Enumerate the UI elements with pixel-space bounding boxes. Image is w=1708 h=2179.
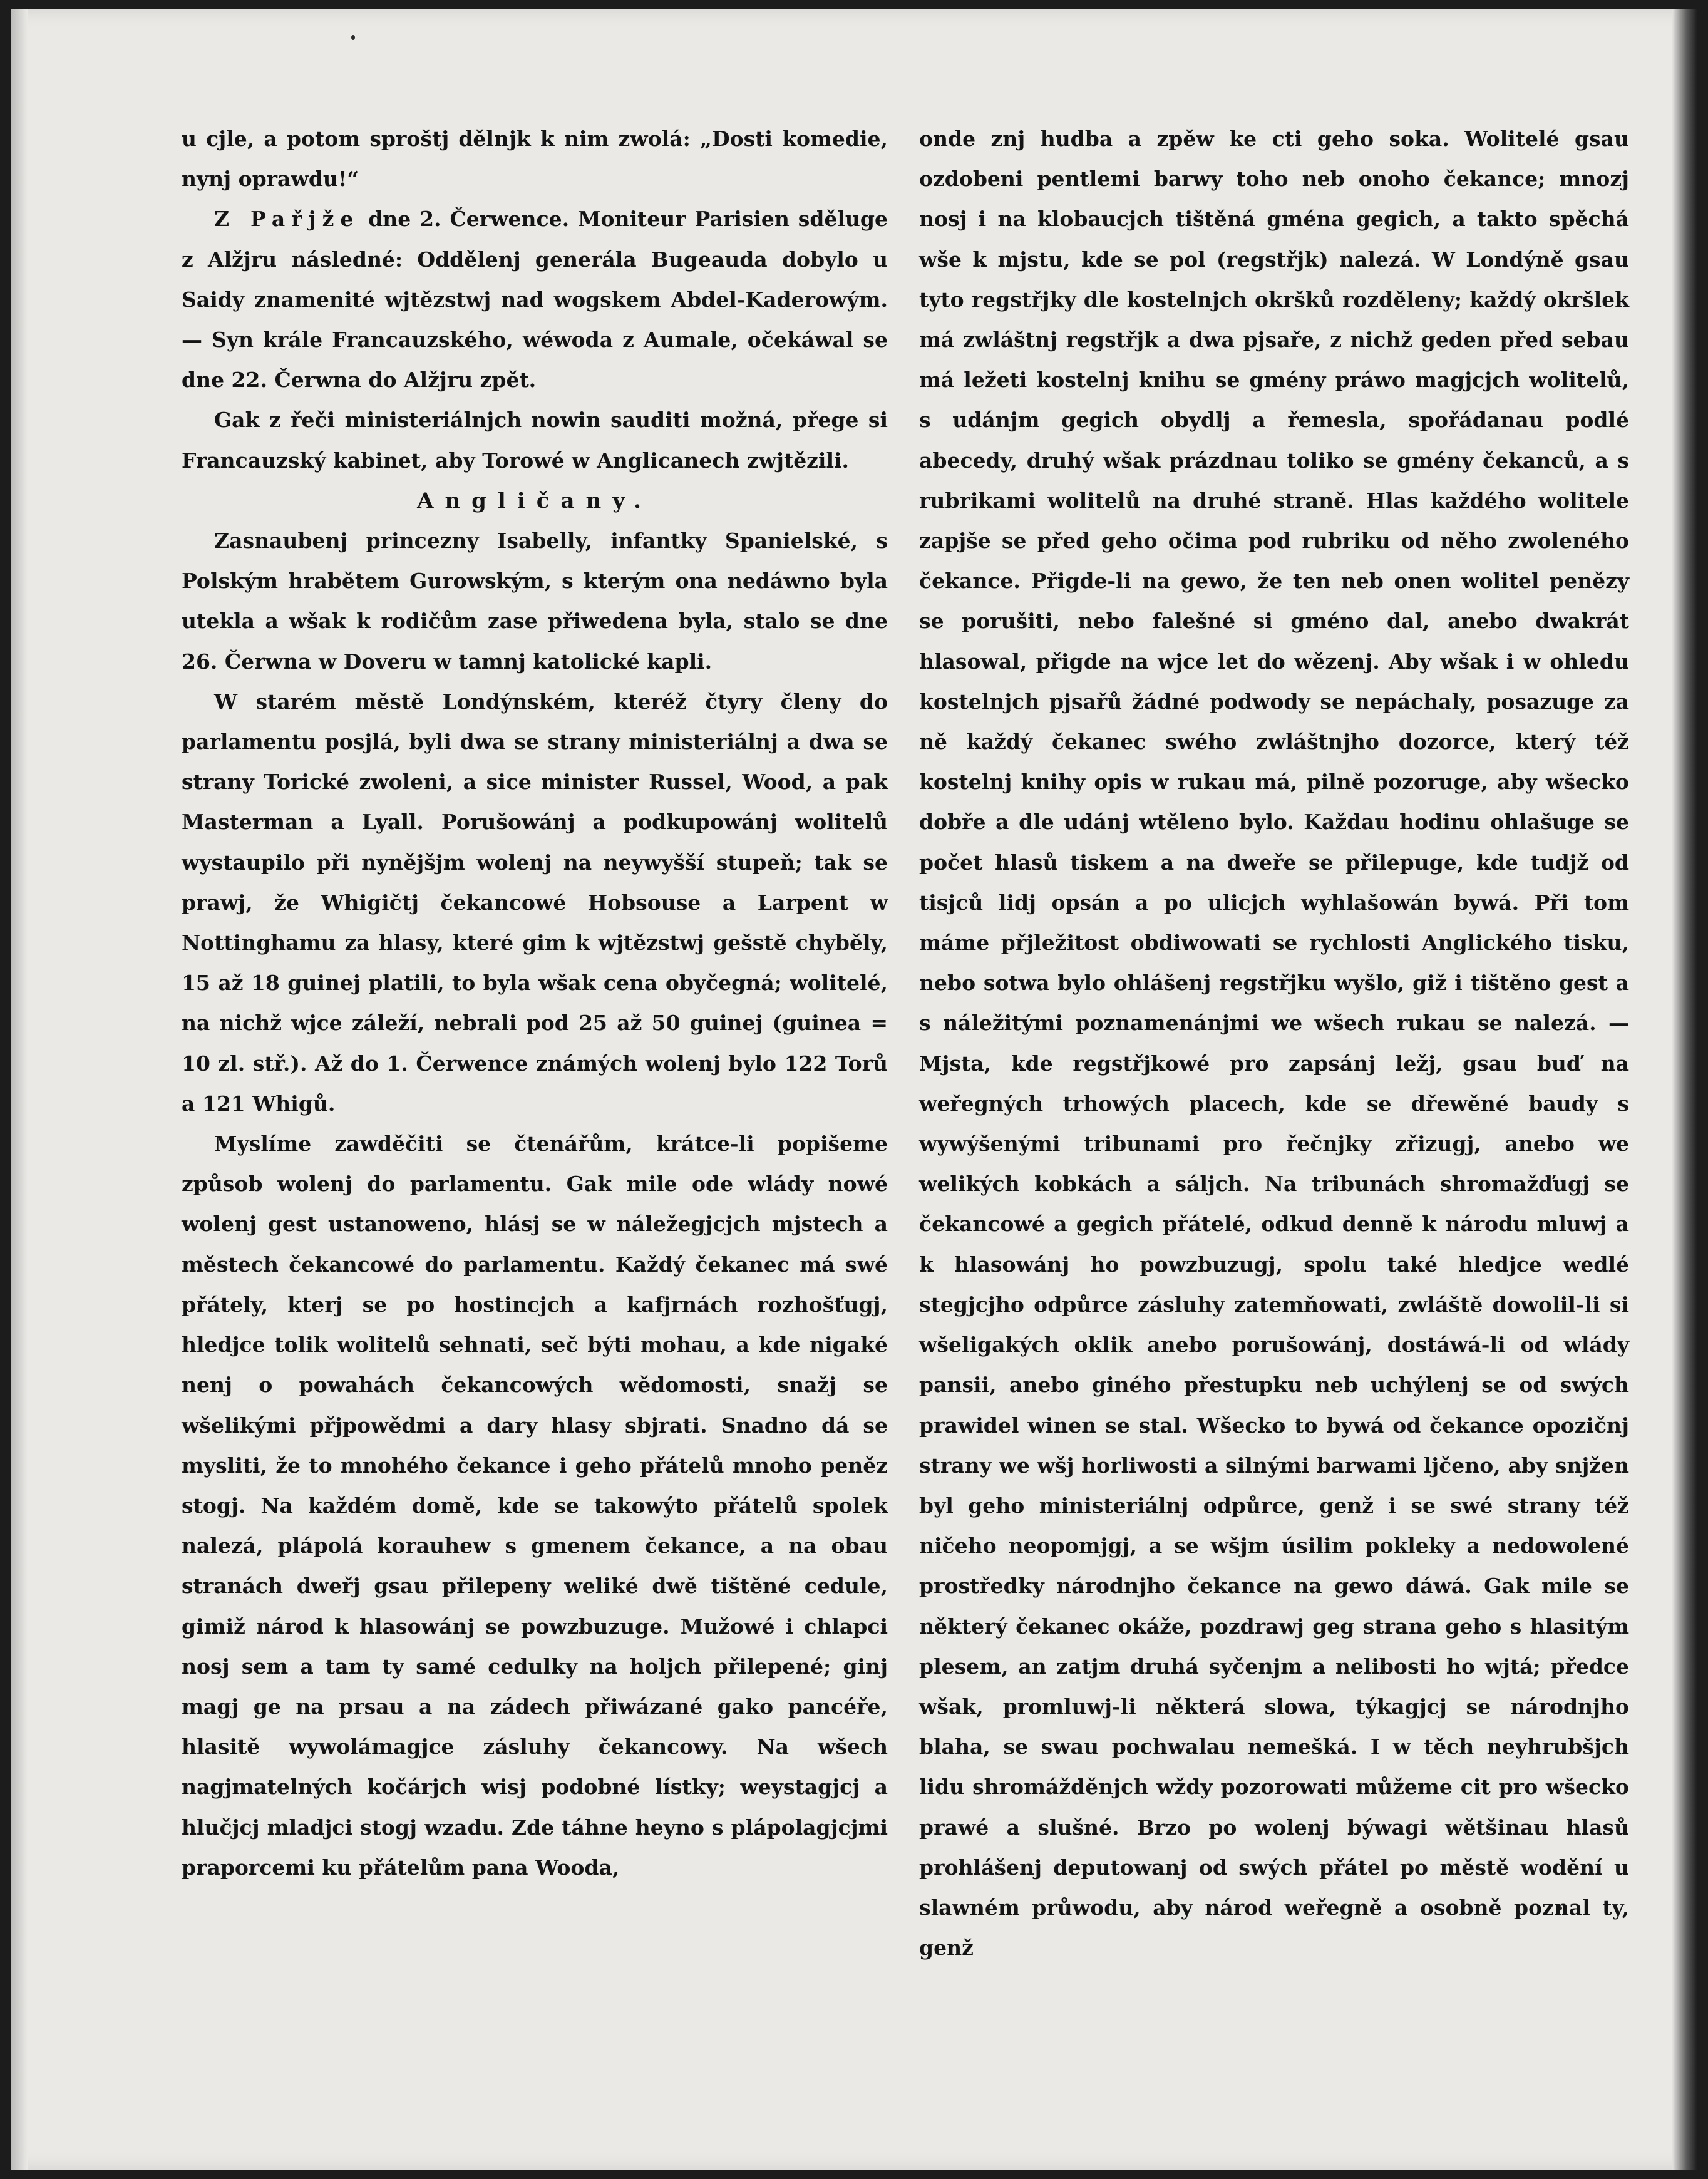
paragraph-london-election: W starém městě Londýnském, kteréž čtyry členy do parlamentu posjlá, byli dwa se strany ministeriálnj a dwa se strany Torické zwoleni, a sice minister Russel, Wood, a pak Masterman a Lyall. Porušowánj a podkupowánj wolitelů wystaupilo při nynějšjm wolenj na neywyšší stupeň; tak se prawj, že Whigičtj čekancowé Hobsouse a Larpent w Nottinghamu za hlasy, které gim k wjtězstwj gešstě chyběly, 15 až 18 guinej platili, to byla wšak cena obyčegná; wolitelé, na nichž wjce záleží, nebrali pod 25 až 50 guinej (guinea = 10 zl. stř.). Až do 1. Čerwence známých wolenj bylo 122 Torů a 121 Whigů. <box>182 689 888 1116</box>
paragraph-election-process: Myslíme zawděčiti se čtenářům, krátce-li popišeme způsob wolenj do parlamentu. Gak mile ode wlády nowé wolenj gest ustanoweno, hlásj se w náležegjcjch mjstech a městech čekancowé do parlamentu. Každý čekanec má swé přátely, kterj se po hostincjch a kafjrnách rozhošťugj, hledjce tolik wolitelů sehnati, seč býti mohau, a kde nigaké nenj o powahách čekancowých wědomosti, snažj se wšelikými přjpowědmi a dary hlasy sbjrati. Snadno dá se mysliti, že to mnohého čekance i geho přátelů mnoho peněz stogj. Na každém domě, kde se takowýto přátelů spolek nalezá, plápolá korauhew s gmenem čekance, a na obau stranách dweřj gsau přilepeny weliké dwě tištěné cedule, gimiž národ k hlasowánj se powzbuzuge. Mužowé i chlapci nosj sem a tam ty samé cedulky na holjch přilepené; ginj magj ge na prsau a na zádech přiwázané gako pancéře, hlasitě wywolámagjce zásluhy čekancowy. Na wšech nagjmatelných kočárjch wisj podobné lístky; weystagjcj a hlučjcj mladjci stogj wzadu. Zde táhne heyno s plápolagjcjmi praporcemi ku přátelům pana Wooda, <box>182 1131 888 1880</box>
paragraph-registers: onde znj hudba a zpěw ke cti geho soka. Wolitelé gsau ozdobeni pentlemi barwy toho neb onoho čekance; mnozj nosj i na klobaucjch tištěná gména gegich, a takto spěchá wše k mjstu, kde se pol (regstřjk) nalezá. W Londýně gsau tyto regstřjky dle kostelnjch okršků rozděleny; každý okršlek má zwláštnj regstřjk a dwa pjsaře, z nichž geden před sebau má ležeti kostelnj knihu se gmény práwo magjcjch wolitelů, s udánjm gegich obydlj a řemesla, spořádanau podlé abecedy, druhý wšak prázdnau toliko se gmény čekanců, a s rubrikami wolitelů na druhé straně. Hlas každého wolitele zapjše se před geho očima pod rubriku od něho zwoleného čekance. Přigde-li na gewo, že ten neb onen wolitel penězy se porušiti, nebo falešné si gméno dal, anebo dwakrát hlasowal, přigde na wjce let do wězenj. Aby wšak i w ohledu kostelnjch pjsařů žádné podwody se nepáchaly, posazuge za ně každý čekanec swého zwláštnjho dozorce, který též kostelnj knihy opis w rukau má, pilně pozoruge, aby wšecko dobře a dle udánj wtěleno bylo. Každau hodinu ohlašuge se počet hlasů tiskem a na dweře se přilepuge, kde tudjž od tisjců lidj opsán a po ulicjch wyhlašowán bywá. Při tom máme přjležitost obdiwowati se rychlosti Anglického tisku, nebo sotwa bylo ohlášenj regstřjku wyšlo, giž i tištěno gest a s náležitými poznamenánjmi we wšech rukau se nalezá. — Mjsta, kde regstřjkowé pro zapsánj ležj, gsau buď na weřegných trhowých placech, kde se dřewěné baudy s wywýšenými tribunami pro řečnjky zřizugj, anebo we welikých kobkách a sáljch. Na tribunách shromažďugj se čekancowé a gegich přátelé, odkud denně k národu mluwj a k hlasowánj ho powzbuzugj, spolu také hledjce wedlé stegjcjho odpůrce zásluhy zatemňowati, zwláště dowolil-li si wšeligakých oklik anebo porušowánj, dostáwá-li od wlády pansii, anebo giného přestupku neb uchýlenj se od swých prawidel winen se stal. Wšecko to bywá od čekance opozičnj strany we wšj horliwosti a silnými barwami ljčeno, aby snjžen byl geho ministeriálnj odpůrce, genž i se swé strany též ničeho neopomjgj, a se wšjm úsilim pokleky a nedowolené prostředky národnjho čekance na gewo dáwá. Gak mile se některý čekanec okáže, pozdrawj geg strana geho s hlasitým plesem, an zatjm druhá syčenjm a nelibosti ho wjtá; předce wšak, promluwj-li některá slowa, týkagjcj se národnjho blaha, se swau pochwalau nemešká. I w těch neyhrubšjch lidu shromážděnjch wždy pozorowati můžeme cit pro wšecko prawé a slušné. Brzo po wolenj býwagi wětšinau hlasů prohlášenj deputowanj od swých přátel po městě wodění u slawném průwodu, aby národ weřegně a osobně poznal ty, genž <box>919 126 1629 1960</box>
left-column <box>182 119 888 1888</box>
paragraph-cabinet: Gak z řeči ministeriálnjch nowin sauditi možná, přege si Francauzský kabinet, aby Torowé w Anglicanech zwjtězili. <box>182 408 888 473</box>
paragraph-paris-text: dne 2. Čerwence. Moniteur Parisien sděluge z Alžjru následné: Oddělenj generála Bugeauda dobylo u Saidy znamenité wjtězstwj nad wogskem Abdel-Kaderowým. — Syn krále Francauzského, wéwoda z Aumale, očekáwal se dne 22. Čerwna do Alžjru zpět. <box>182 207 888 393</box>
right-column <box>919 119 1629 1968</box>
section-heading: Angličany. <box>417 488 652 513</box>
scan-shadow-left <box>11 9 28 2170</box>
scan-shadow-right <box>1672 9 1697 2170</box>
dateline-city: Z Pařjže <box>214 207 360 232</box>
paragraph-engagement: Zasnaubenj princezny Isabelly, infantky Spanielské, s Polským hrabětem Gurowským, s kterým ona nedáwno byla utekla a wšak k rodičům zase přiwedena byla, stalo se dne 26. Čerwna w Doveru w tamnj katolické kapli. <box>182 528 888 674</box>
paragraph-continuation: u cjle, a potom sproštj dělnjk k nim zwolá: „Dosti komedie, nynj oprawdu!“ <box>182 126 888 192</box>
scan-speck <box>351 35 355 40</box>
paragraph-paris <box>182 199 888 400</box>
